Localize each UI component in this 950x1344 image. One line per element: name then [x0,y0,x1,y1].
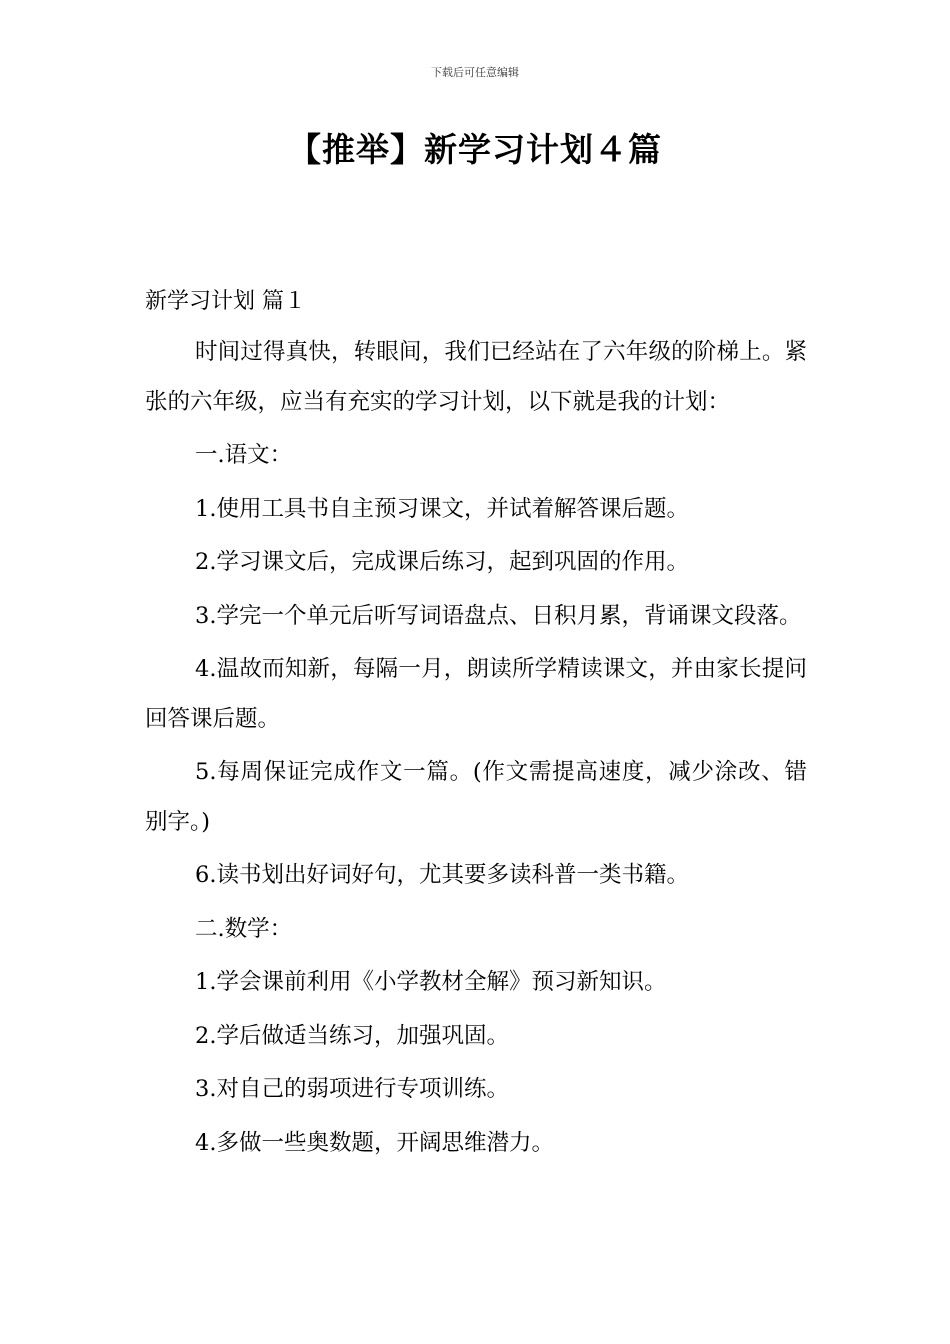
document-title: 【推举】新学习计划４篇 [288,130,662,169]
paragraph-chinese-item-1: 1.使用工具书自主预习课文，并试着解答课后题。 [195,495,689,522]
paragraph-math-item-3: 3.对自己的弱项进行专项训练。 [195,1076,509,1102]
paragraph-math-heading: 二.数学： [195,915,293,942]
paragraph-math-item-4: 4.多做一些奥数题，开阔思维潜力。 [195,1129,554,1156]
header-note: 下载后可任意编辑 [431,66,519,79]
paragraph-chinese-heading: 一.语文： [195,442,293,468]
section-heading: 新学习计划 篇１ [145,289,306,314]
paragraph-chinese-item-3: 3.学完一个单元后听写词语盘点、日积月累，背诵课文段落。 [195,602,802,629]
paragraph-math-item-2: 2.学后做适当练习，加强巩固。 [195,1022,509,1049]
paragraph-chinese-item-5: 5.每周保证完成作文一篇。(作文需提高速度，减少涂改、错别字。) [145,759,807,835]
paragraph-chinese-item-4: 4.温故而知新，每隔一月，朗读所学精读课文，并由家长提问回答课后题。 [145,656,807,732]
paragraph-chinese-item-2: 2.学习课文后，完成课后练习，起到巩固的作用。 [195,549,689,575]
document-body [145,280,807,1168]
paragraph-intro: 时间过得真快，转眼间，我们已经站在了六年级的阶梯上。紧张的六年级，应当有充实的学习计划，以下就是我的计划： [145,339,807,415]
paragraph-chinese-item-6: 6.读书划出好词好句，尤其要多读科普一类书籍。 [195,862,689,888]
paragraph-math-item-1: 1.学会课前利用《小学教材全解》预习新知识。 [195,969,667,995]
